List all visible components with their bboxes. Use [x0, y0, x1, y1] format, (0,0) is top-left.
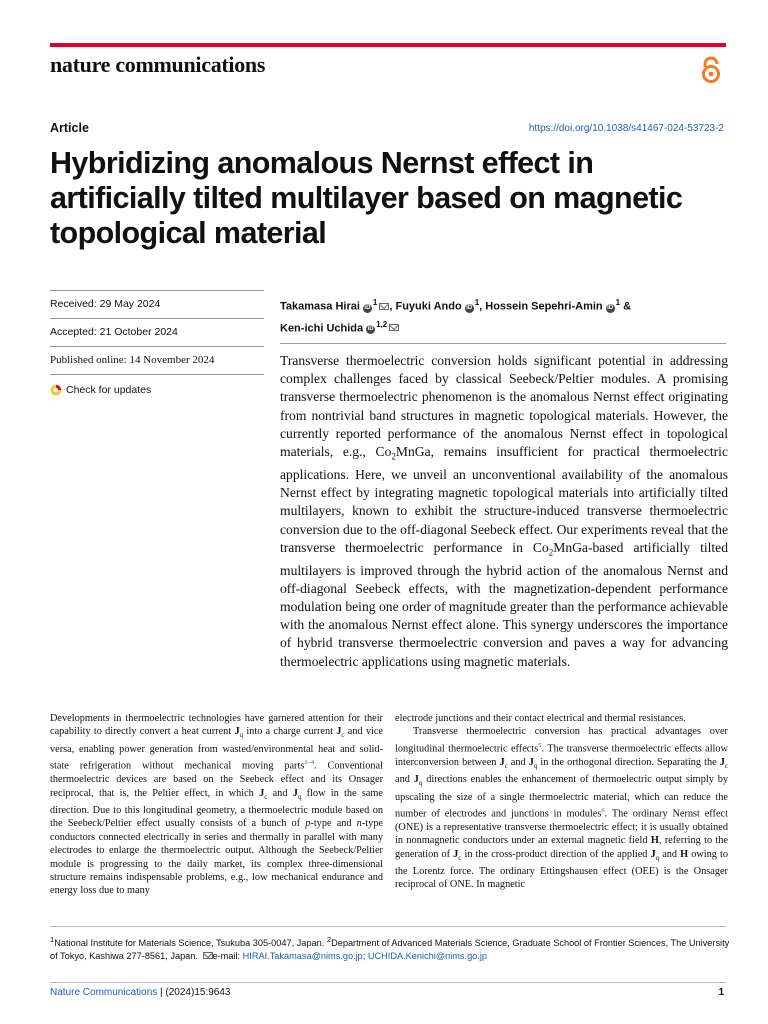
author-list: Takamasa Hirai $iD^1$ , Fuyuki Ando $iD^1$, Hossein Sepehri-Amin $iD^1$ & Ken-ichi Uchida iD$^{1,2}$: [280, 298, 632, 335]
author-name[interactable]: Fuyuki Ando: [395, 300, 462, 313]
footer-journal-link[interactable]: Nature Communications: [50, 987, 158, 998]
article-dates: [50, 290, 264, 396]
check-updates-icon: [50, 384, 62, 396]
email-icon[interactable]: [379, 303, 389, 310]
article-type: Article: [50, 121, 89, 135]
article-title: Hybridizing anomalous Nernst effect in artificially tilted multilayer based on magnetic topological material: [50, 146, 683, 250]
doi-link[interactable]: https://doi.org/10.1038/s41467-024-53723-2: [528, 123, 724, 134]
affiliations-footnote: $^1$National Institute for Materials Science, Tsukuba 305-0047, Japan. $^2$Department of Advanced Materials Science, Graduate School of Frontier Sciences, The University of Tokyo, Kashiwa 277-8561, Japan. e-mail: HIRAI.Takamasa@nims.go.jp; UCHIDA.Kenichi@nims.go.jp: [50, 935, 730, 962]
email-icon[interactable]: [389, 324, 399, 331]
open-access-icon[interactable]: [700, 56, 722, 84]
check-updates-label: Check for updates: [66, 384, 152, 396]
email-link[interactable]: HIRAI.Takamasa@nims.go.jp: [242, 951, 363, 962]
journal-name: nature communications: [50, 52, 266, 77]
author-name[interactable]: Takamasa Hirai: [280, 300, 360, 313]
footer-citation: Nature Communications | (2024)15:9643: [50, 987, 231, 998]
orcid-icon[interactable]: iD: [364, 304, 371, 311]
body-column-left: [50, 712, 383, 898]
accepted-date: Accepted: 21 October 2024: [50, 326, 178, 338]
body-paragraph: Transverse thermoelectric conversion has practical advantages over longitudinal thermoelectric effects$^5$. The transverse thermoelectric effects allow interconversion between $J_c$ and $J_q$ in the orthogonal direction. Separating the $J_c$ and $J_q$ directions enables the enhancement of thermoelectric output simply by upscaling the size of a single thermoelectric material, which can reduce the number of electrodes and junctions in modules$^6$. The ordinary Nernst effect (ONE) is a representative transverse thermoelectric effect; it is usually obtained in nonmagnetic conductors under an external magnetic field H, referring to the generation of $J_c$ in the cross-product direction of the applied $J_q$ and H owing to the Lorentz force. The ordinary Ettingshausen effect (OEE) is the Onsager reciprocal of ONE. In magnetic: [395, 726, 728, 891]
author-name[interactable]: Hossein Sepehri-Amin: [485, 300, 603, 313]
citation-link[interactable]: 5: [538, 741, 542, 749]
footnote-divider: [50, 926, 726, 927]
check-updates-button[interactable]: [50, 375, 264, 396]
footer-divider: [50, 982, 726, 983]
citation-link[interactable]: 1–4: [304, 759, 315, 767]
body-paragraph: electrode junctions and their contact electrical and thermal resistances.: [395, 713, 686, 724]
citation-link[interactable]: 6: [601, 806, 605, 814]
published-date: Published online: 14 November 2024: [50, 354, 215, 366]
orcid-icon[interactable]: iD: [367, 326, 374, 333]
email-link[interactable]: UCHIDA.Kenichi@nims.go.jp: [367, 951, 487, 962]
body-column-right: [395, 712, 728, 892]
abstract: Transverse thermoelectric conversion holds significant potential in addressing complex challenges faced by classical Seebeck/Peltier modules. A promising transverse thermoelectric phenomenon is the anomalous Nernst effect originating from nontrivial band structures in magnetic topological materials. However, the currently reported performance of the anomalous Nernst effect in topological materials, e.g., $Co_2MnGa$, remains insufficient for practical thermoelectric applications. Here, we unveil an unconventional availability of the anomalous Nernst effect by integrating magnetic topological materials into artificially tilted multilayers, known to exhibit the structure-induced transverse thermoelectric conversion due to the off-diagonal Seebeck effect. Our experiments reveal that the transverse thermoelectric performance in $Co_2MnGa$-based artificially tilted multilayers is improved through the hybrid action of the anomalous Nernst and off-diagonal Seebeck effects, with the magnetization-dependent performance modulation being one order of magnitude greater than the performance achievable with the anomalous Nernst effect alone. This synergy underscores the importance of hybrid transverse thermoelectric conversion and paves a way for advancing thermoelectric applications using magnetic materials.: [280, 353, 729, 669]
orcid-icon[interactable]: iD: [466, 304, 473, 311]
orcid-icon[interactable]: iD: [607, 304, 614, 311]
abstract-divider: [280, 343, 726, 344]
journal-accent-bar: [50, 43, 726, 47]
body-paragraph: Developments in thermoelectric technologies have garnered attention for their capability to directly convert a heat current $J_q$ into a charge current $J_c$ and vice versa, enabling power generation from wasted/environmental heat and solid-state refrigeration without mechanical moving parts$^{1-4}$. Conventional thermoelectric devices are based on the Seebeck effect and its Onsager reciprocal, that is, the Peltier effect, in which $J_c$ and $J_q$ flow in the same direction. Due to this longitudinal geometry, a thermoelectric module based on the Seebeck/Peltier effect usually consists of a bunch of p-type and n-type conductors connected electrically in series and thermally in parallel with many electrodes to enlarge the thermoelectric output. Although the Seebeck/Peltier module is progressing to the daily market, its complex three-dimensional structure remains indispensable problems, e.g., low mechanical endurance and energy loss due to many: [50, 713, 383, 897]
author-name[interactable]: Ken-ichi Uchida: [280, 322, 364, 335]
email-icon: [203, 952, 213, 959]
received-date: Received: 29 May 2024: [50, 298, 161, 310]
page-number: 1: [718, 987, 724, 998]
